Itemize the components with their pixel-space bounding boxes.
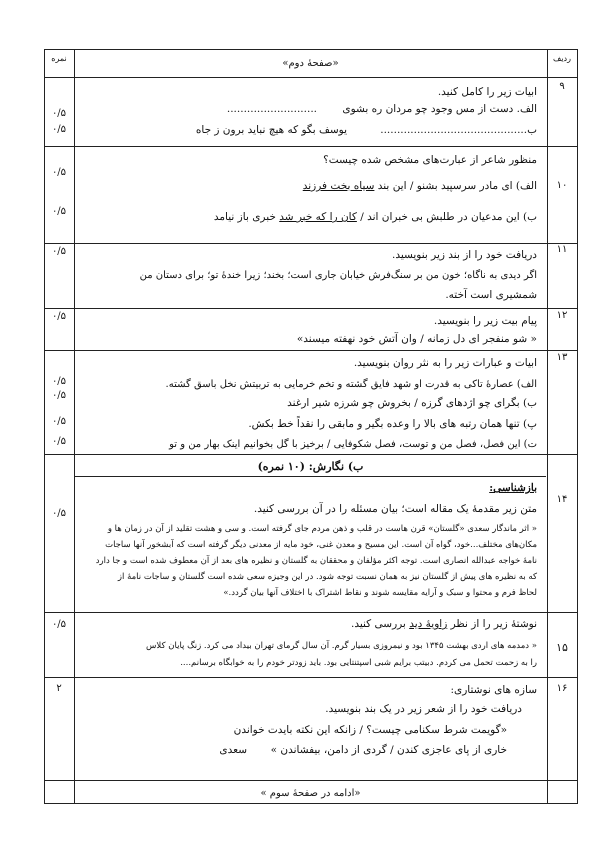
- question-title: دریافت خود را از بند زیر بنویسید.: [391, 249, 537, 261]
- verse-line: « شو منفجر ای دل زمانه / وان آتش خود نهفته میسند»: [296, 333, 537, 345]
- passage-line: را به زحمت تحمل می کردم. دبیتب برایم شبی اسپتنتایی بود. باید زودتر خودم را به خوابگاه برسانم....: [180, 658, 537, 668]
- verse-line: [303, 180, 537, 193]
- row-divider: [45, 308, 577, 309]
- highlighted-phrase: کان را که خبر شد: [279, 211, 357, 223]
- row-divider: [45, 243, 577, 244]
- verse-text: خبری باز نیامد: [213, 211, 276, 223]
- passage-line: پ) تنها همان رتبه های بالا را وعده بگیر و مابقی را نقداً خط بکش.: [248, 418, 537, 430]
- verse-line: «گویمت شرط سکنامی چیست؟ / زانکه این نکته بایدت خواندن: [233, 724, 507, 736]
- passage-line: « اثر ماندگار سعدی «گلستان» قرن هاست در قلب و ذهن مردم جای گرفته است. و سی و هشت تقلید از آن در زمان ها و: [107, 524, 537, 534]
- question-number: ۱۲: [556, 310, 568, 321]
- score-value: ۰/۵: [51, 508, 67, 519]
- question-title: سازه های نوشتاری:: [450, 684, 537, 696]
- verse-line: یوسف بگو که هیچ نباید برون ز جاه: [195, 124, 347, 136]
- row-divider: [45, 677, 577, 678]
- passage-line: که به نظیره های پیش از گلستان نیز به همان نسبت توجه شود. در این وجیزه سعی شده است گلستان و ساجات نامهٔ از: [117, 572, 537, 582]
- score-value: ۰/۵: [51, 390, 67, 401]
- verse-line: الف. دست از مس وجود چو مردان ره بشوی: [342, 103, 537, 115]
- passage-line: مکان‌های مختلف...خود، گواه آن است. این مسیح و معدن غنی، خود مایه از معدنی دیگر گرفته است که آبشخور آنها ساجات: [105, 540, 537, 550]
- question-title: ابیات و عبارات زیر را به نثر روان بنویسید.: [353, 357, 537, 369]
- question-number: ۱۶: [556, 683, 568, 694]
- score-value: ۰/۵: [51, 206, 67, 217]
- title-text: نوشتهٔ زیر را از نظر: [450, 618, 537, 630]
- passage-line: نامهٔ خواجه عبدالله انصاری است. توجه اکثر مؤلفان و محققان به گلستان و نظیره های بعد از آن معطوف شده است و جا دارد: [95, 556, 537, 566]
- score-column-line: [74, 50, 75, 803]
- question-title: ابیات زیر را کامل کنید.: [437, 86, 537, 98]
- score-value: ۰/۵: [51, 124, 67, 135]
- passage-line: الف) عصارهٔ تاکی به قدرت او شهد فایق گشته و تخم خرمایی به تربیتش نخل باسق گشته.: [165, 379, 537, 390]
- section-heading: ب) نگارش: (۱۰ نمره): [257, 460, 364, 473]
- question-title: منظور شاعر از عبارت‌های مشخص شده چیست؟: [323, 154, 537, 166]
- passage-line: شمشیری است آخته.: [445, 289, 537, 301]
- question-number: ۱۱: [556, 244, 568, 255]
- row-divider: [45, 454, 577, 455]
- score-value: ۰/۵: [51, 108, 67, 119]
- row-divider: [45, 146, 577, 147]
- score-value: ۰/۵: [51, 619, 67, 630]
- verse-text: الف) ای مادر سرسپید بشنو / این بند: [377, 180, 537, 192]
- score-value: ۰/۵: [51, 376, 67, 387]
- highlighted-phrase: سیاه بخت فرزند: [302, 180, 375, 192]
- question-instruction: دریافت خود را از شعر زیر در یک بند بنویسید.: [325, 703, 522, 715]
- passage-line: لحاظ فرم و محتوا و سبک و آرایه مقایسه شوند و نقاط اشتراک با اختلاف آنها بیان گردد.»: [223, 588, 537, 598]
- question-number: ۱۳: [556, 352, 568, 363]
- score-value: ۰/۵: [51, 311, 67, 322]
- verse-line: ب) بگرای چو اژدهای گرزه / بخروش چو شرزه شیر ارغند: [287, 397, 537, 409]
- row-divider: [45, 780, 577, 781]
- verse-line: ت) این فصل، فصل من و توست، فصل شکوفایی / برخیز با گل بخوانیم اینک بهار من و تو: [169, 439, 537, 450]
- row-divider: [45, 612, 577, 613]
- question-number: ۱۰: [556, 180, 568, 191]
- row-divider: [74, 476, 546, 477]
- page-title: «صفحهٔ دوم»: [282, 58, 339, 69]
- poet-name: سعدی: [219, 744, 247, 756]
- score-value: ۰/۵: [51, 416, 67, 427]
- score-value: ۰/۵: [51, 167, 67, 178]
- question-number: ۹: [559, 81, 565, 92]
- score-value: ۲: [56, 683, 62, 694]
- score-header: نمره: [51, 54, 67, 63]
- exam-table: [44, 49, 578, 804]
- question-title: [351, 618, 537, 631]
- question-title: بازشناسی:: [489, 482, 537, 494]
- verse-line: خاری از پای عاجزی کندن / گردی از دامن، بیفشاندن »: [270, 744, 507, 756]
- question-number: ۱۴: [556, 494, 568, 505]
- passage-line: اگر دیدی به ناگاه؛ خون من بر سنگ‌فرش خیابان جاری است؛ بخند؛ زیرا خندهٔ تو؛ برای دستان من: [139, 270, 537, 281]
- row-header: ردیف: [553, 54, 571, 63]
- title-text: بررسی کنید.: [351, 618, 406, 630]
- row-divider: [45, 350, 577, 351]
- question-instruction: متن زیر مقدمهٔ یک مقاله است؛ بیان مسئله را در آن بررسی کنید.: [253, 503, 537, 515]
- fill-blank: ...........................: [226, 103, 317, 115]
- question-title: پیام بیت زیر را بنویسید.: [433, 315, 537, 327]
- highlighted-phrase: زاویهٔ دید: [409, 618, 448, 630]
- fill-blank: ب............................................: [380, 124, 537, 136]
- passage-line: « دمدمه های اردی بهشت ۱۳۴۵ بود و نیمروزی بسیار گرم. آن سال گرمای تهران بیداد می کرد. زنگ پایان کلاس: [146, 641, 537, 651]
- row-divider: [45, 77, 577, 78]
- verse-line: [214, 211, 537, 224]
- score-value: ۰/۵: [51, 436, 67, 447]
- continue-note: « ادامه در صفحهٔ سوم»: [260, 788, 361, 799]
- score-value: ۰/۵: [51, 246, 67, 257]
- verse-text: ب) این مدعیان در طلبش بی خبران اند /: [360, 211, 537, 223]
- question-number: ۱۵: [556, 641, 568, 654]
